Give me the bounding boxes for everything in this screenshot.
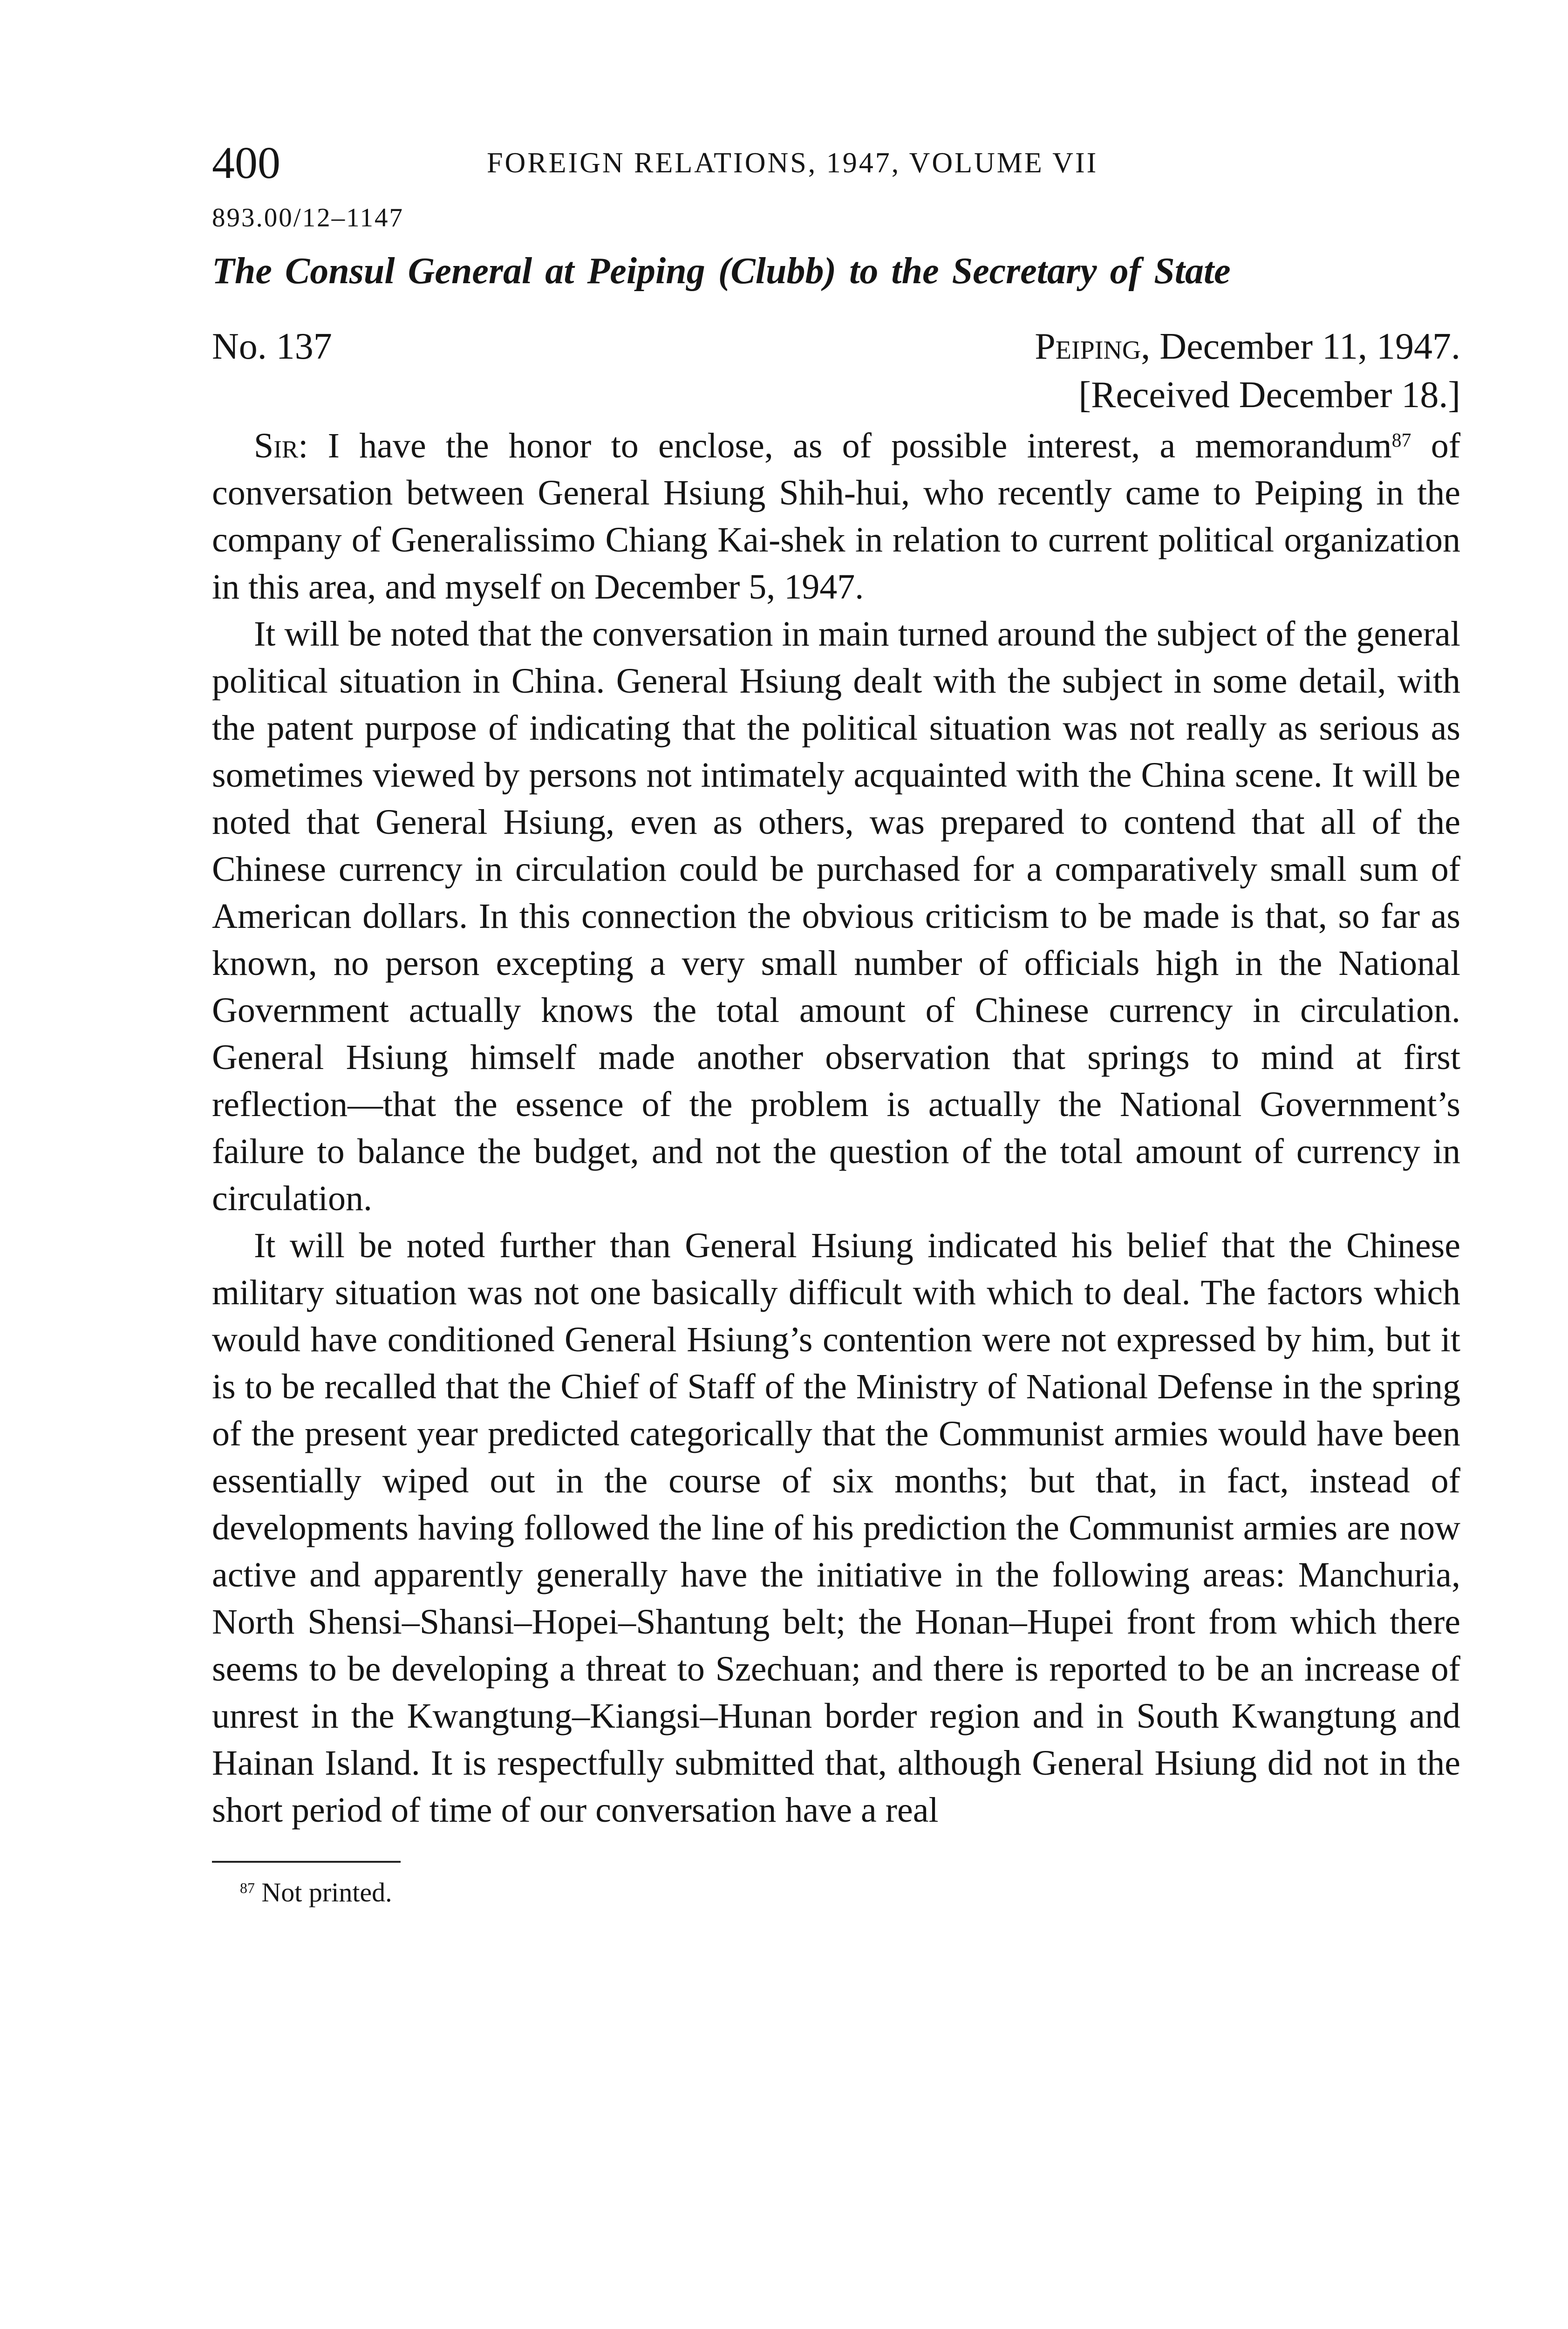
page-content — [212, 135, 1460, 1911]
footnote-reference: 87 — [1391, 429, 1411, 451]
dateline — [212, 322, 1460, 422]
running-title: FOREIGN RELATIONS, 1947, VOLUME VII — [487, 147, 1098, 179]
document-number: No. 137 — [212, 326, 332, 367]
footnote — [240, 1874, 1460, 1911]
document-date: , December 11, 1947. — [1141, 326, 1460, 367]
footnote-divider — [212, 1861, 401, 1863]
paragraph-1-text-before-note: : I have the honor to enclose, as of possible interest, a memorandum — [298, 426, 1392, 465]
paragraph-3: It will be noted further than General Hsiung indicated his belief that the Chinese military situation was not one basically difficult with which to deal. The factors which would have conditioned General Hsiung’s contention were not expressed by him, but it is to be recalled that the Chief of Staff of the Ministry of National Defense in the spring of the present year predicted categorically that the Communist armies would have been essentially wiped out in the course of six months; but that, in fact, instead of developments having followed the line of his prediction the Communist armies are now active and apparently generally have the initiative in the following areas: Manchuria, North Shensi–Shansi–Hopei–Shantung belt; the Honan–Hupei front from which there seems to be developing a threat to Szechuan; and there is reported to be an increase of unrest in the Kwangtung–Kiangsi–Hunan border region and in South Kwangtung and Hainan Island. It is respectfully submitted that, although General Hsiung did not in the short period of time of our conversation have a real — [212, 1226, 1460, 1830]
footnote-number: 87 — [240, 1880, 255, 1897]
paragraph-1-text-after-note: of conversation between General Hsiung Shih-hui, who recently came to Peiping in the company of Generalissimo Chiang Kai-shek in relation to current political organization in this area, and myself on December 5, 1947. — [212, 426, 1460, 606]
place-name: Peiping — [1035, 326, 1141, 367]
file-number: 893.00/12–1147 — [212, 203, 404, 232]
footnote-text: Not printed. — [254, 1877, 392, 1907]
received-date: [Received December 18.] — [1078, 374, 1460, 415]
paragraph-1 — [212, 422, 1460, 611]
page-number: 400 — [212, 138, 280, 188]
document-title: The Consul General at Peiping (Clubb) to the Secretary of State — [212, 251, 1231, 292]
place-date-line — [1035, 322, 1460, 371]
salutation: Sir — [254, 426, 299, 465]
running-header — [212, 135, 1460, 191]
paragraph-2: It will be noted that the conversation in main turned around the subject of the general political situation in China. General Hsiung dealt with the subject in some detail, with the patent purpose of indicating that the political situation was not really as serious as sometimes viewed by persons not intimately acquainted with the China scene. It will be noted that General Hsiung, even as others, was prepared to contend that all of the Chinese currency in circulation could be purchased for a comparatively small sum of American dollars. In this connection the obvious criticism to be made is that, so far as known, no person excepting a very small number of officials high in the National Government actually knows the total amount of Chinese currency in circulation. General Hsiung himself made another observation that springs to mind at first reflection—that the essence of the problem is actually the National Government’s failure to balance the budget, and not the question of the total amount of currency in circulation. — [212, 614, 1460, 1218]
